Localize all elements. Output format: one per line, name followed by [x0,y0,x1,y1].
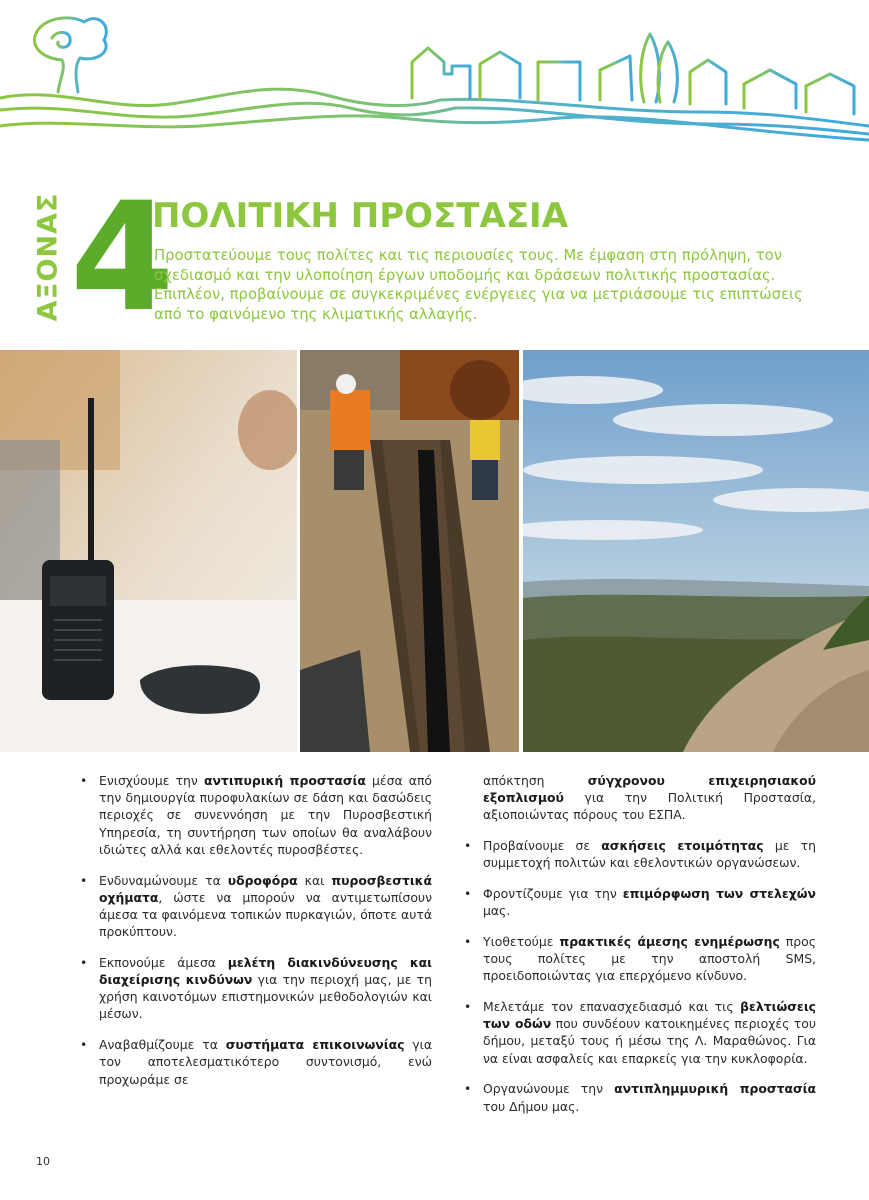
body-text: Ενισχύουμε την [99,773,204,788]
bullet-item [80,954,432,1023]
pipe-trench-photo [300,350,519,752]
emphasis-text: βελτιώσεις των οδών [483,999,816,1032]
bullet-item [464,772,816,824]
body-text: για την περιοχή μας, με τη χρήση καινοτόμων επιστημονικών μεθοδολογιών και μέσων. [99,972,432,1022]
body-text: που συνδέουν κατοικημένες περιοχές του δήμου, μεταξύ τους ή μέσω της Λ. Μαραθώνος. Για να είναι ασφαλείς και επαρκείς για την κυκλοφορία. [483,1016,816,1066]
body-text: απόκτηση [483,773,588,788]
emphasis-text: πυροσβεστικά οχήματα [99,872,432,905]
bullet-icon: • [464,886,472,902]
body-text: και [297,872,332,888]
walkie-talkie-photo [0,350,297,752]
emphasis-text: μελέτη διακινδύνευσης και διαχείρισης κινδύνων [99,954,432,988]
left-column [80,772,432,1101]
bullet-icon: • [464,933,472,949]
bullet-item [464,933,816,985]
emphasis-text: ασκήσεις ετοιμότητας [601,838,764,854]
bullet-item [80,1036,432,1088]
emphasis-text: αντιπυρική προστασία [203,773,366,788]
bullet-icon: • [80,773,88,788]
body-text: Αναβαθμίζουμε τα [99,1037,226,1053]
bullet-icon: • [464,1081,472,1097]
bullet-item [464,998,816,1067]
emphasis-text: αντιπλημμυρική προστασία [614,1081,816,1097]
body-text: με τη συμμετοχή πολιτών και εθελοντικών οργανώσεων. [483,838,816,871]
body-text: Εκπονούμε άμεσα [99,954,228,970]
emphasis-text: υδροφόρα [227,872,298,888]
bullet-item [464,1080,816,1114]
emphasis-text: σύγχρονου επιχειρησιακού εξοπλισμού [483,773,817,806]
page-title: ΠΟΛΙΤΙΚΗ ΠΡΟΣΤΑΣΙΑ [152,196,569,236]
bullet-item [80,772,432,858]
bullet-item [80,872,432,941]
body-text: , ώστε να μπορούν να αντιμετωπίσουν άμεσα τα φαινόμενα τοπικών πυρκαγιών, όποτε αυτά προκύπτουν. [99,889,432,940]
body-text: του Δήμου μας. [483,1098,580,1114]
emphasis-text: πρακτικές άμεσης ενημέρωσης [559,933,780,949]
bullet-icon: • [464,999,472,1015]
bullet-icon: • [80,872,88,888]
mountain-landscape-photo [523,350,869,752]
body-text: Προβαίνουμε σε [483,838,602,854]
bullet-icon: • [464,838,472,854]
body-text: μέσα από την δημιουργία πυροφυλακίων σε δάση και δασώδεις περιοχές σε συνεννόηση με την Πυροσβεστική Υπηρεσία, τη συντήρηση των οποίων θα αναλάβουν ιδιώτες αλλά και εθελοντές πυροσβέστες. [99,773,432,857]
body-text: Οργανώνουμε την [483,1081,615,1097]
body-text: για τον αποτελεσματικότερο συντονισμό, ενώ προχωράμε σε [99,1037,432,1087]
header-line-art [0,0,869,145]
bullet-icon: • [80,1037,88,1053]
bullet-item [464,885,816,919]
body-text: προς τους πολίτες με την αποστολή SMS, προειδοποιώντας για επερχόμενο κίνδυνο. [483,933,816,984]
axis-label [28,192,68,322]
emphasis-text: συστήματα επικοινωνίας [225,1037,405,1053]
axis-number: 4 [70,171,171,345]
body-text: Υιοθετούμε [483,933,560,949]
page-number: 10 [36,1155,50,1168]
body-text: Ενδυναμώνουμε τα [99,872,228,888]
bullet-icon: • [80,954,88,970]
emphasis-text: επιμόρφωση των στελεχών [622,886,816,902]
intro-paragraph: Προστατεύουμε τους πολίτες και τις περιουσίες τους. Με έμφαση στη πρόληψη, τον σχεδιασμό και την υλοποίηση έργων υποδομής και δράσεων πολιτικής προστασίας. Επιπλέον, προβαίνουμε σε συγκεκριμένες ενέργειες για να μετριάσουμε τις επιπτώσεις από το φαινόμενο της κλιματικής αλλαγής. [154,247,803,323]
body-text: Φροντίζουμε για την [483,886,623,902]
body-text: για την Πολιτική Προστασία, αξιοποιώντας πόρους του ΕΣΠΑ. [483,790,816,823]
bullet-item [464,837,816,871]
body-text: μας. [483,903,511,919]
axis-word: ΑΞΟΝΑΣ [32,192,64,322]
body-text: Μελετάμε τον επανασχεδιασμό και τις [483,999,741,1015]
right-column [464,772,816,1128]
